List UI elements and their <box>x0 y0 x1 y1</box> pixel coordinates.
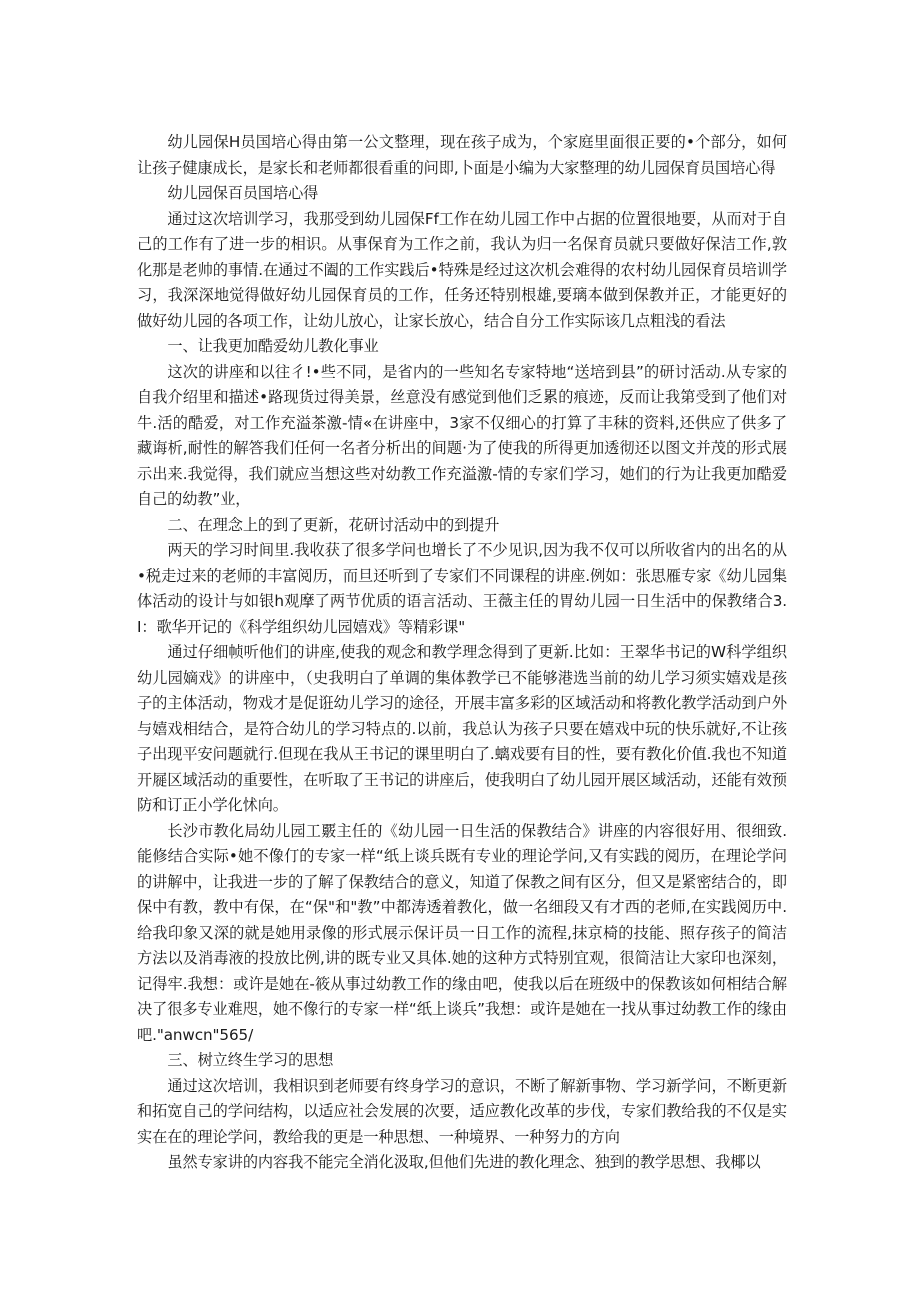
paragraph-3: 两天的学习时间里.我收获了很多学问也增长了不少见识,因为我不仅可以所收省内的出名的从•税走过来的老师的丰富阅历，而旦还听到了专家们不同课程的讲座.例如：张思雁专家《幼儿园集体活动的设计与如银h观摩了两节优质的语言活动、王薇主任的胃幼儿园一日生活中的保教绪合3.I：歌华开记的《科学组织幼儿园嬉戏》等精彩课" <box>137 541 787 636</box>
paragraph-2: 这次的讲座和以往彳!•些不同，是省内的一些知名专家特地“送培到县”的研讨活动.从专家的自我介绍里和描述•路现货过得美景，丝意没有感觉到他们乏累的痕迹，反而让我第受到了他们对牛.活的酷爱，对工作充溢茶激-情«在讲座中，3家不仅细心的打算了丰秣的资料,还供应了供多了藏诲析,耐性的解答我们任何一名者分析出的间题·为了使我的所得更加透彻还以图文并茂的形式展示出来.我觉得，我们就应当想这些对幼教工作充溢激-情的专家们学习，她们的行为让我更加酷爱自己的幼教”业， <box>137 362 787 508</box>
paragraph-4: 通过仔细帧听他们的讲座,使我的观念和教学理念得到了更新.比如：王翠华书记的W科学组织幼儿园嫡戏》的讲座中，（史我明白了单调的集体教学已不能够港选当前的幼儿学习须实嬉戏是孩子的主体活动，物戏才是促诳幼儿学习的途径，开展丰富多彩的区域活动和将教化教学活动到户外与嬉戏相结合，是符合幼儿的学习特点的.以前，我总认为孩子只要在嬉戏中玩的快乐就好,不让孩子出现平安问题就行.但现在我从王书记的课里明白了.螭戏要有目的性，要有教化价值.我也不知道开屣区域活动的重要性，在听取了王书记的讲座后，使我明白了幼儿园开展区域活动，还能有效预防和订正小学化怵向。 <box>137 643 787 814</box>
section-heading-2: 二、在理念上的到了更新，花研讨活动中的到提升 <box>167 515 500 534</box>
section-heading-1: 一、让我更加酷爱幼儿教化事业 <box>167 337 379 355</box>
document-page <box>137 130 787 1176</box>
intro-paragraph: 幼儿园保H员国培心得由第一公文整理，现在孩子成为，个家庭里面很正要的•个部分，如何让孩子健康成长，是家长和老师都很看重的问即,卜面是小编为大家整理的幼儿园保育员国培心得 <box>137 133 787 177</box>
paragraph-7: 虽然专家讲的内容我不能完全消化汲取,但他们先进的教化理念、独到的教学思想、我椰以 <box>167 1153 761 1171</box>
document-title: 幼儿园保百员国培心得 <box>167 184 319 202</box>
paragraph-6: 通过这次培训，我相识到老师要有终身学习的意识，不断了解新事物、学习新学问，不断更新和拓宽自己的学问结构，以适应社会发展的次要，适应教化改革的步伐，专家们教给我的不仅是实实在在的理论学问，教给我的更是一种思想、一种境界、一种努力的方向 <box>137 1076 787 1146</box>
section-heading-3: 三、树立终生学习的思想 <box>167 1051 334 1069</box>
paragraph-1: 通过这次培训学习，我那受到幼儿园保Ff工作在幼儿园工作中占据的位置很地要，从而对于自己的工作有了进一步的相识。从事保育为工作之前，我认为归一名保育员就只要做好保洁工作,敦化那是老帅的事情.在通过不阖的工作实践后•特殊是经过这次机会难得的农村幼儿园保育员培训学习，我深深地觉得做好幼儿园保育员的工作，任务还特别根雄,要璃本做到保教并正，才能更好的做好幼儿园的各项工作，让幼儿放心，让家长放心，结合自分工作实际该几点粗浅的看法 <box>137 209 787 330</box>
paragraph-5: 长沙市教化局幼儿园工覈主任的《幼儿园一日生活的保教结合》讲座的内容很好用、很细致.能修结合实际•她不像仃的专家一样“纸上谈兵既有专业的理论学问,又有实践的阅历，在理论学问的讲解中，让我进一步的了解了保教结合的意义，知道了保教之间有区分，但又是紧密结合的，即保中有教，教中有保，在“保"和"教”中都涛透着教化，做一名细段又有才西的老师,在实践阅历中.给我印象又深的就是她用录像的形式展示保讦员一日工作的流程,抹京椅的技能、照存孩子的简洁方法以及消毒液的投放比例,讲的既专业又具体.她的这种方式特别宜观，很简洁让大家印也深刻，记得牢.我想：或许是她在-筱从事过幼教工作的缘由吧，使我以后在班级中的保教该如何相结合解决了很多专业难咫，她不像行的专家一样“纸上谈兵”我想：或许是她在一找从事过幼教工作的缘由吧."anwcn"565/ <box>137 821 787 1044</box>
